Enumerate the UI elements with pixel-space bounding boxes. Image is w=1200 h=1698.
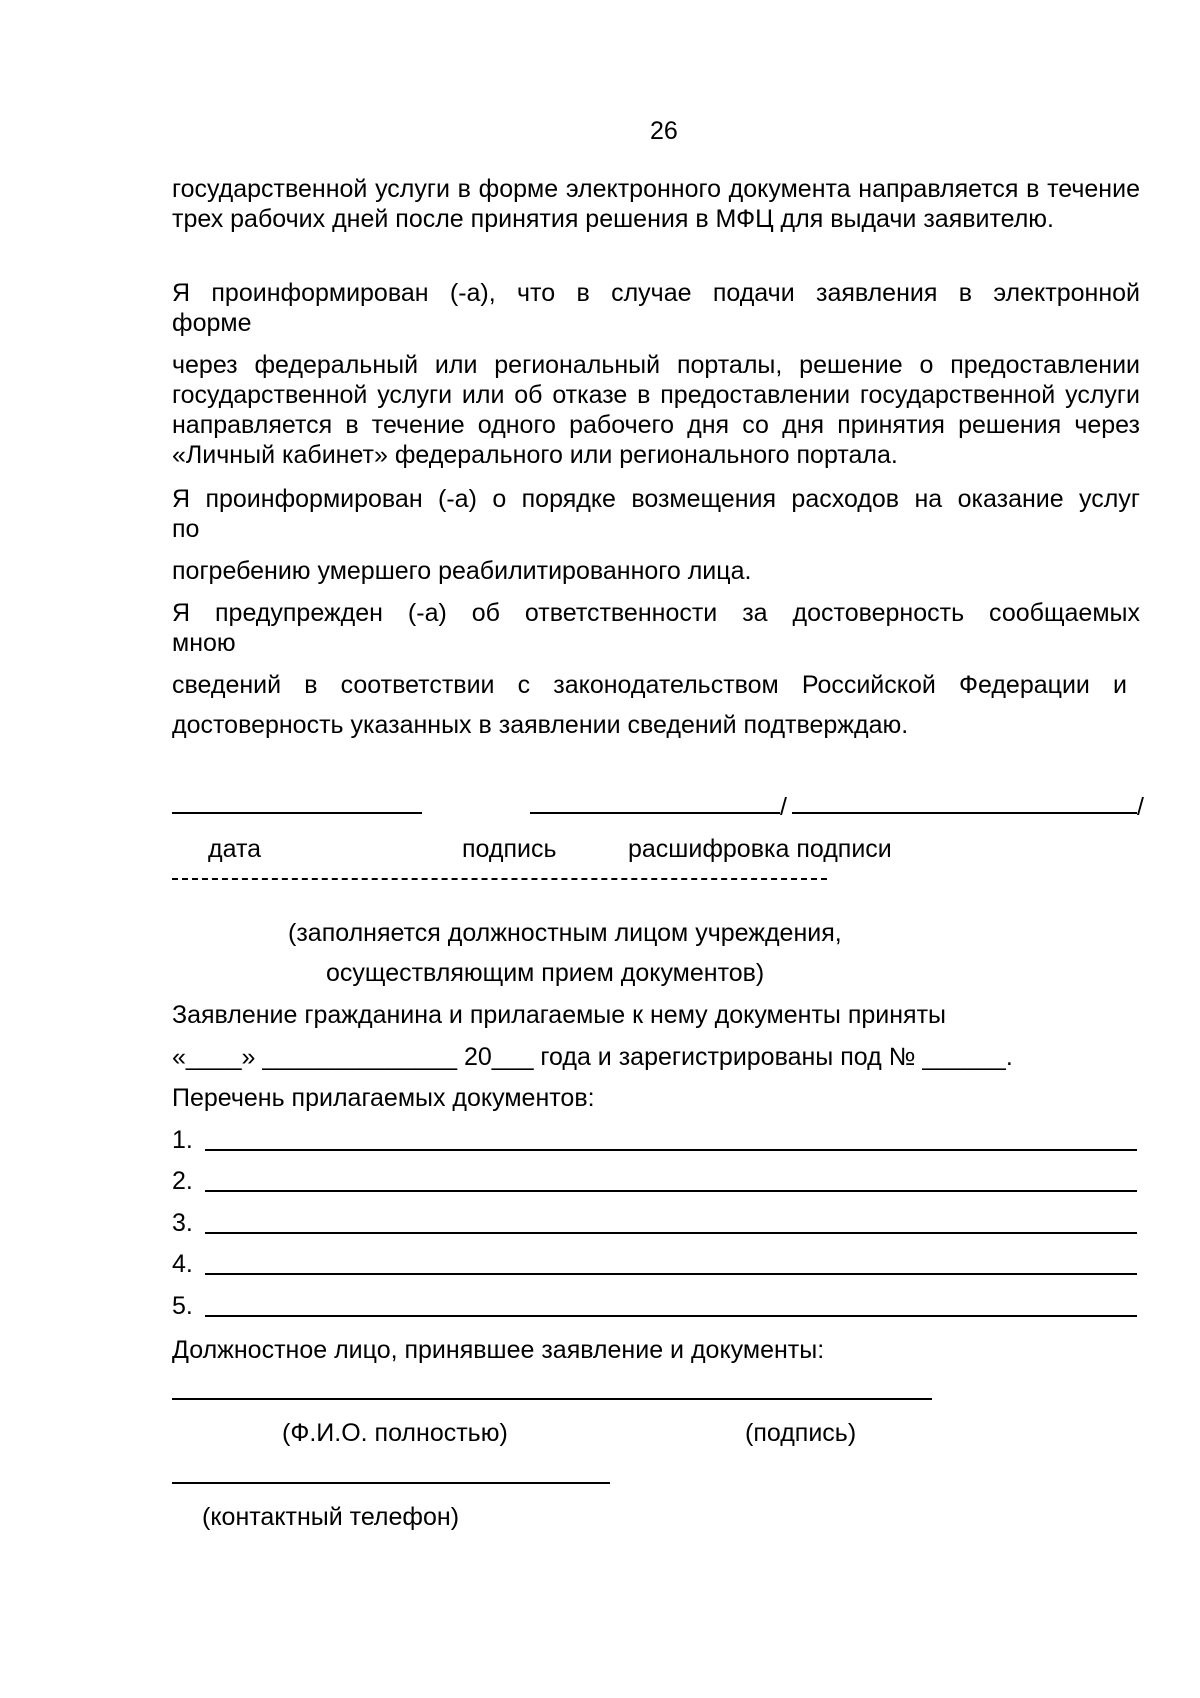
label-date: дата	[208, 835, 262, 863]
accepted-text: Заявление гражданина и прилагаемые к нему документы приняты	[172, 1001, 946, 1029]
document-item-number-2: 2.	[172, 1167, 193, 1195]
document-item-number-3: 3.	[172, 1209, 193, 1237]
document-item-line-2[interactable]	[205, 1190, 1137, 1192]
document-item-number-5: 5.	[172, 1292, 193, 1320]
signature-separator: /	[780, 793, 787, 821]
section-separator	[172, 878, 827, 880]
signature-field-line[interactable]	[530, 812, 780, 814]
document-item-line-5[interactable]	[205, 1315, 1137, 1317]
document-item-line-4[interactable]	[205, 1273, 1137, 1275]
label-official-signature: (подпись)	[745, 1419, 857, 1447]
label-fio: (Ф.И.О. полностью)	[282, 1419, 508, 1447]
official-note-line2: осуществляющим прием документов)	[326, 959, 765, 987]
paragraph-confirm: достоверность указанных в заявлении сведений подтверждаю.	[172, 711, 909, 739]
document-item-line-1[interactable]	[205, 1149, 1137, 1151]
label-contact-phone: (контактный телефон)	[202, 1503, 460, 1531]
paragraph-informed-electronic-line2: форме	[172, 309, 252, 337]
paragraph-legislation: сведений в соответствии с законодательством Российской Федерации и	[172, 671, 1127, 699]
registration-line[interactable]: «____» ______________ 20___ года и зарегистрированы под № ______.	[172, 1043, 1013, 1071]
document-item-number-1: 1.	[172, 1126, 193, 1154]
document-item-line-3[interactable]	[205, 1232, 1137, 1234]
official-person-label: Должностное лицо, принявшее заявление и документы:	[172, 1336, 825, 1364]
signature-decoding-field-line[interactable]	[792, 812, 1137, 814]
signature-end-separator: /	[1137, 793, 1144, 821]
label-signature: подпись	[462, 835, 557, 863]
paragraph-informed-compensation-line2: по	[172, 515, 200, 543]
paragraph-informed-electronic-line1: Я проинформирован (-а), что в случае подачи заявления в электронной	[172, 279, 1140, 307]
label-signature-decoding: расшифровка подписи	[628, 835, 892, 863]
contact-phone-line[interactable]	[172, 1482, 610, 1484]
paragraph-warned-line2: мною	[172, 629, 236, 657]
paragraph-portal-decision: через федеральный или региональный порталы, решение о предоставлении государственной услуги или об отказе в предоставлении государственной услуги направляется в течение одного рабочего дня со дня принятия решения через «Личный кабинет» федерального или регионального портала.	[172, 351, 1140, 469]
page-number: 26	[650, 117, 678, 145]
document-item-number-4: 4.	[172, 1250, 193, 1278]
paragraph-informed-compensation-line1: Я проинформирован (-а) о порядке возмещения расходов на оказание услуг	[172, 485, 1140, 513]
paragraph-warned-line1: Я предупрежден (-а) об ответственности за достоверность сообщаемых	[172, 599, 1140, 627]
official-fio-signature-line[interactable]	[172, 1398, 932, 1400]
date-field-line[interactable]	[172, 812, 422, 814]
paragraph-service-delivery: государственной услуги в форме электронного документа направляется в течение трех рабочих дней после принятия решения в МФЦ для выдачи заявителю.	[172, 175, 1140, 233]
official-note-line1: (заполняется должностным лицом учреждения,	[288, 919, 842, 947]
attached-documents-title: Перечень прилагаемых документов:	[172, 1084, 595, 1112]
paragraph-burial: погребению умершего реабилитированного лица.	[172, 557, 752, 585]
